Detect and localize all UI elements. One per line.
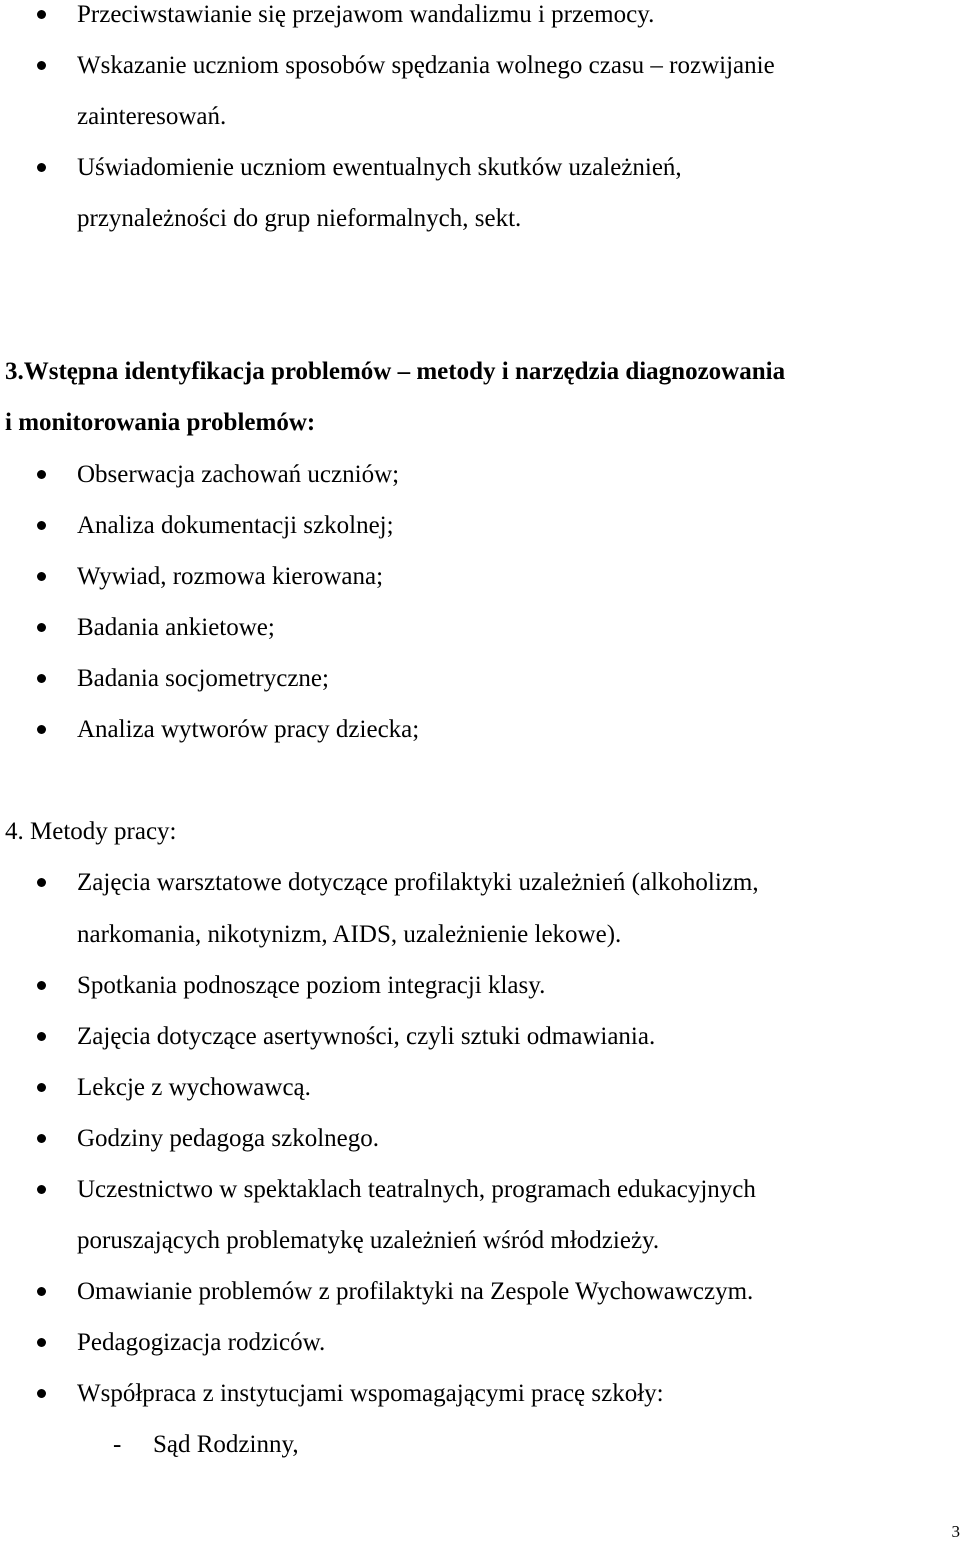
bullet-icon	[37, 61, 46, 70]
bullet-icon	[37, 521, 46, 530]
list-item-text: Spotkania podnoszące poziom integracji klasy.	[77, 972, 546, 999]
bullet-icon	[37, 1032, 46, 1041]
bullet-icon	[37, 878, 46, 887]
list-item-text: Wywiad, rozmowa kierowana;	[77, 563, 384, 590]
bullet-icon	[37, 674, 46, 683]
bullet-icon	[37, 1287, 46, 1296]
list-item-text: Przeciwstawianie się przejawom wandalizmu i przemocy.	[77, 1, 655, 28]
list-item-text: narkomania, nikotynizm, AIDS, uzależnienie lekowe).	[77, 921, 622, 948]
list-item-text: Zajęcia dotyczące asertywności, czyli sztuki odmawiania.	[77, 1023, 656, 1050]
list-item-text: Omawianie problemów z profilaktyki na Zespole Wychowawczym.	[77, 1278, 754, 1305]
list-item-text: Analiza wytworów pracy dziecka;	[77, 716, 420, 743]
list-item-text: Analiza dokumentacji szkolnej;	[77, 512, 394, 539]
list-item-text: Pedagogizacja rodziców.	[77, 1329, 326, 1356]
list-item-text: Lekcje z wychowawcą.	[77, 1074, 311, 1101]
list-item-text: Zajęcia warsztatowe dotyczące profilaktyki uzależnień (alkoholizm,	[77, 869, 759, 896]
bullet-icon	[37, 1389, 46, 1398]
bullet-icon	[37, 1185, 46, 1194]
list-item-text: Uświadomienie uczniom ewentualnych skutków uzależnień,	[77, 154, 682, 181]
list-item-text: Obserwacja zachowań uczniów;	[77, 461, 400, 488]
bullet-icon	[37, 572, 46, 581]
section-heading: 3.Wstępna identyfikacja problemów – metody i narzędzia diagnozowania	[5, 358, 786, 385]
list-item-text: Wskazanie uczniom sposobów spędzania wolnego czasu – rozwijanie	[77, 52, 775, 79]
list-item-text: Godziny pedagoga szkolnego.	[77, 1125, 380, 1152]
bullet-icon	[37, 470, 46, 479]
list-item-text: Badania socjometryczne;	[77, 665, 329, 692]
bullet-icon	[37, 1083, 46, 1092]
bullet-icon	[37, 163, 46, 172]
list-item-text: poruszających problematykę uzależnień wśród młodzieży.	[77, 1227, 660, 1254]
bullet-icon	[37, 725, 46, 734]
list-item-text: Współpraca z instytucjami wspomagającymi pracę szkoły:	[77, 1380, 664, 1407]
page-number: 3	[951, 1522, 960, 1541]
bullet-icon	[37, 623, 46, 632]
bullet-icon	[37, 10, 46, 19]
sub-list-item-text: Sąd Rodzinny,	[153, 1431, 299, 1458]
list-item-text: Badania ankietowe;	[77, 614, 275, 641]
section-heading-text: 4. Metody pracy:	[5, 818, 177, 845]
bullet-icon	[37, 981, 46, 990]
list-item-text: przynależności do grup nieformalnych, sekt.	[77, 205, 522, 232]
section-heading-continuation: i monitorowania problemów:	[5, 409, 316, 436]
list-item-text: zainteresowań.	[77, 103, 227, 130]
dash-marker: -	[113, 1431, 122, 1458]
bullet-icon	[37, 1338, 46, 1347]
list-item-text: Uczestnictwo w spektaklach teatralnych, programach edukacyjnych	[77, 1176, 756, 1203]
bullet-icon	[37, 1134, 46, 1143]
